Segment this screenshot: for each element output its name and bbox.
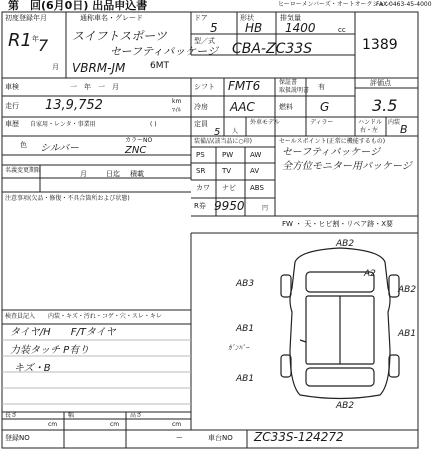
- color-code-value: ZNC: [125, 145, 147, 156]
- color-value: シルバー: [40, 143, 80, 154]
- reg-unit-year: 年: [32, 35, 39, 43]
- mileage-unit-km: km: [172, 98, 182, 105]
- mileage-unit-mile: ﾏｲﾙ: [172, 107, 182, 114]
- length-unit: cm: [48, 421, 58, 428]
- height-label: 高さ: [130, 412, 143, 419]
- reg-no-label: 登録NO: [5, 434, 30, 442]
- equip-av: AV: [250, 167, 260, 175]
- mark-ab3: AB3: [236, 279, 255, 289]
- name-change-count: 積載: [130, 170, 144, 178]
- handle-label: ハンドル: [358, 119, 383, 126]
- model-code: VBRM-JM: [72, 61, 126, 75]
- mark-ab2-right: AB2: [398, 285, 417, 295]
- inspection-value: 一 年 一 月: [70, 83, 119, 91]
- capacity-label: 定員: [194, 120, 208, 128]
- reg-year: R1: [8, 30, 32, 51]
- length-label: 長さ: [5, 412, 18, 419]
- ext-model-label: 外車モデル: [250, 119, 280, 126]
- type-value: CBA-ZC33S: [232, 41, 313, 57]
- ac-label: 冷房: [194, 103, 208, 111]
- fax-number: FAX 0463-45-4000: [376, 1, 432, 8]
- equip-navi: ナビ: [222, 184, 236, 192]
- shift-label: シフト: [194, 83, 215, 91]
- inspector-label: 検査員記入: [5, 313, 36, 320]
- capacity-unit: 人: [232, 128, 239, 135]
- shape-label: 形状: [240, 14, 254, 22]
- ac-value: AAC: [230, 100, 255, 114]
- height-unit: cm: [172, 421, 182, 428]
- sheet-title: 第 回(6月0日) 出品申込書: [8, 0, 148, 12]
- equip-tv: TV: [222, 167, 232, 175]
- sales-point-label: セールスポイント(正常に機能するもの): [279, 138, 386, 145]
- color-code-label: カラーNO: [125, 137, 153, 144]
- usage-label: 車歴: [5, 120, 19, 128]
- displacement-value: 1400: [285, 21, 316, 35]
- equipment-label: 装備品(該当品に○印): [194, 138, 252, 145]
- rfs-label: R券: [194, 202, 206, 210]
- handnote-3: キズ・B: [14, 363, 51, 374]
- sales-point-line1: セーフティパッケージ: [282, 147, 381, 158]
- handnote-2: 力装タッチ P有り: [10, 345, 90, 356]
- capacity-value: 5: [214, 127, 221, 138]
- interior-score: B: [400, 123, 408, 136]
- lot-number: 1389: [362, 37, 398, 53]
- rfs-unit: 円: [262, 205, 269, 212]
- mark-ab2-bottom: AB2: [336, 401, 355, 411]
- score-label: 評価点: [370, 79, 391, 87]
- shape-value: HB: [245, 21, 263, 35]
- mark-a2: A2: [364, 269, 376, 279]
- inspector-values: 内装・キズ・汚れ・コゲ・穴・スレ・キレ: [48, 313, 162, 320]
- width-label: 幅: [68, 412, 75, 419]
- doors-value: 5: [210, 21, 218, 35]
- car-name: スイフトスポーツ: [72, 29, 167, 43]
- handnote-1: タイヤ/H F/Tタイヤ: [10, 327, 116, 338]
- equip-sr: SR: [196, 167, 206, 175]
- color-label: 色: [20, 141, 27, 149]
- car-name-label: 通称車名・グレード: [80, 14, 143, 22]
- doors-label: ドア: [194, 14, 208, 22]
- inspection-label: 車検: [5, 83, 19, 91]
- sales-point-line2: 全方位モニター用パッケージ: [282, 161, 412, 172]
- interior-label: 内装: [388, 119, 401, 126]
- fuel-value: G: [320, 100, 330, 114]
- mark-ab1-left2: AB1: [236, 374, 255, 384]
- mark-ab1-right: AB1: [398, 329, 417, 339]
- equip-aw: AW: [250, 151, 262, 159]
- mileage-label: 走行: [5, 102, 19, 110]
- usage-other: ( ): [150, 121, 157, 128]
- mileage-value: 13,9,752: [45, 98, 103, 113]
- equip-ps: PS: [196, 151, 205, 159]
- handle-options: 右・左: [360, 127, 379, 134]
- mark-ab2-top: AB2: [336, 239, 355, 249]
- chassis-value: ZC33S-124272: [254, 430, 344, 444]
- reg-label: 初度登録年月: [5, 14, 47, 22]
- width-unit: cm: [110, 421, 120, 428]
- chassis-label: 車台NO: [208, 434, 233, 442]
- fuel-label: 燃料: [279, 103, 293, 111]
- usage-options: 自家用・レンタ・事業用: [30, 121, 96, 128]
- score-value: 3.5: [372, 96, 398, 115]
- warranty-label: 保証書: [279, 79, 298, 86]
- mark-bumper: ｶﾞﾝﾊﾟｰ: [228, 344, 249, 352]
- name-change-day: 日迄: [106, 170, 120, 178]
- options-row: FW ・ 天・ヒビ割・リペア跡・X要: [282, 220, 394, 228]
- dealer-label: ディラー: [310, 119, 334, 126]
- shift-value: FMT6: [228, 79, 261, 93]
- name-change-label: 名義変更期限: [5, 167, 42, 174]
- reg-no-dash: ー: [176, 434, 183, 442]
- equip-abs: ABS: [250, 184, 264, 192]
- displacement-label: 排気量: [280, 14, 301, 22]
- name-change-month: 月: [80, 170, 87, 178]
- reg-month: 7: [38, 36, 49, 55]
- equip-pw: PW: [222, 151, 234, 159]
- type-label: 型／式: [194, 37, 215, 45]
- trans-note: 6MT: [150, 61, 169, 71]
- car-diagram: [281, 248, 399, 399]
- warranty-value: 有: [318, 83, 325, 91]
- car-grade: セーフティパッケージ: [110, 45, 218, 58]
- reg-unit-month: 月: [52, 63, 59, 71]
- mark-ab1-left: AB1: [236, 324, 255, 334]
- notes-label: 注意事項(欠品・修復・不具合箇所および状態): [5, 195, 130, 202]
- company-name: ヒーローメンバーズ・オートオークション: [278, 1, 391, 8]
- warranty-sub: 取扱説明書: [279, 87, 310, 94]
- displacement-unit: cc: [338, 26, 346, 34]
- rfs-value: 9950: [214, 199, 245, 213]
- equip-leather: カワ: [196, 184, 210, 192]
